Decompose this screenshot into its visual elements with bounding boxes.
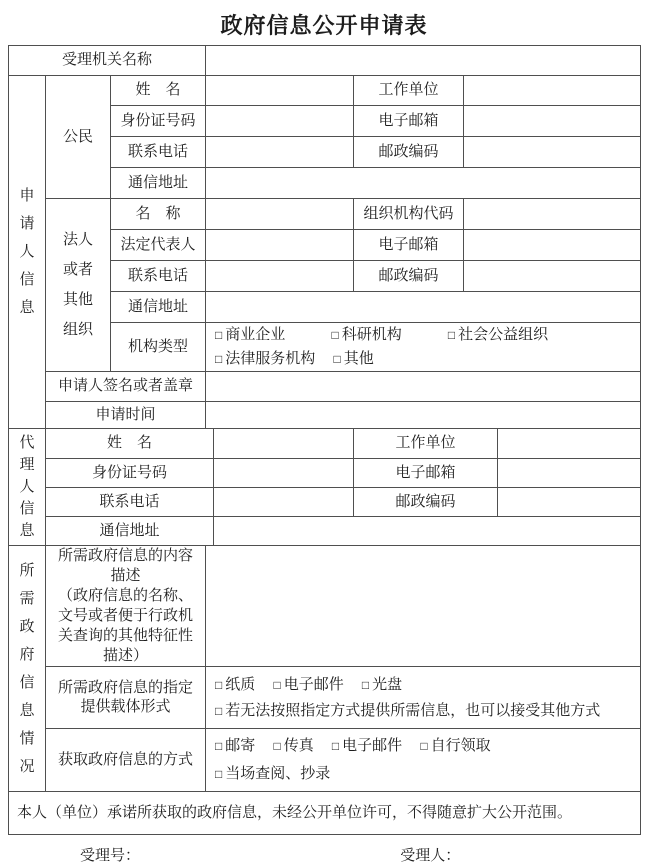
agent-email-input[interactable] bbox=[498, 459, 641, 488]
legal-name-input[interactable] bbox=[206, 199, 354, 230]
legal-postal-input[interactable] bbox=[464, 261, 641, 292]
agent-work-unit-label: 工作单位 bbox=[354, 429, 498, 459]
citizen-id-input[interactable] bbox=[206, 106, 354, 137]
accepting-org-label: 受理机关名称 bbox=[9, 46, 206, 76]
agent-section-label: 代 理 人 信 息 bbox=[9, 429, 46, 546]
org-type-label: 机构类型 bbox=[111, 323, 206, 372]
request-section-label: 所 需 政 府 信 息 情 况 bbox=[9, 546, 46, 792]
checkbox-icon: □ bbox=[215, 739, 223, 753]
agent-name-input[interactable] bbox=[214, 429, 354, 459]
application-time-label: 申请时间 bbox=[46, 402, 206, 429]
agent-address-input[interactable] bbox=[214, 517, 641, 546]
agent-id-input[interactable] bbox=[214, 459, 354, 488]
legal-rep-label: 法定代表人 bbox=[111, 230, 206, 261]
checkbox-icon: □ bbox=[447, 328, 456, 342]
checkbox-icon: □ bbox=[331, 328, 339, 342]
carrier-option-email[interactable] bbox=[273, 672, 343, 698]
citizen-work-unit-label: 工作单位 bbox=[354, 76, 464, 106]
citizen-work-unit-input[interactable] bbox=[464, 76, 641, 106]
acceptance-person-label: 受理人： bbox=[400, 847, 461, 864]
org-type-option-other[interactable] bbox=[333, 347, 373, 371]
obtain-option-email[interactable] bbox=[332, 732, 402, 760]
promise-text: 本人（单位）承诺所获取的政府信息，未经公开单位许可，不得随意扩大公开范围。 bbox=[9, 792, 641, 835]
application-time-input[interactable] bbox=[206, 402, 641, 429]
citizen-email-input[interactable] bbox=[464, 106, 641, 137]
org-type-options-cell bbox=[206, 323, 641, 372]
org-type-option-legal-service[interactable] bbox=[215, 347, 315, 371]
citizen-name-input[interactable] bbox=[206, 76, 354, 106]
legal-email-input[interactable] bbox=[464, 230, 641, 261]
applicant-info-section bbox=[8, 75, 641, 429]
option-label: 传真 bbox=[283, 737, 314, 754]
option-label: 若无法按照指定方式提供所需信息，也可以接受其他方式 bbox=[225, 701, 601, 719]
agent-id-label: 身份证号码 bbox=[46, 459, 214, 488]
option-label: 当场查阅、抄录 bbox=[225, 765, 331, 782]
agent-email-label: 电子邮箱 bbox=[354, 459, 498, 488]
legal-name-label: 名 称 bbox=[111, 199, 206, 230]
page-title: 政府信息公开申请表 bbox=[220, 13, 428, 38]
obtain-options-line1 bbox=[215, 732, 640, 760]
option-label: 自行领取 bbox=[430, 737, 491, 754]
accepting-org-section bbox=[8, 45, 641, 76]
org-type-option-public-welfare[interactable] bbox=[448, 323, 548, 347]
application-form-table bbox=[8, 45, 640, 835]
acceptance-number-label: 受理号： bbox=[80, 847, 141, 864]
agent-postal-input[interactable] bbox=[498, 488, 641, 517]
agent-address-label: 通信地址 bbox=[46, 517, 214, 546]
citizen-name-label: 姓 名 bbox=[111, 76, 206, 106]
org-type-options-line1 bbox=[215, 323, 640, 347]
citizen-postal-input[interactable] bbox=[464, 137, 641, 168]
citizen-group-label: 公民 bbox=[46, 76, 111, 199]
option-label: 光盘 bbox=[372, 675, 403, 693]
checkbox-icon: □ bbox=[333, 352, 341, 366]
citizen-postal-label: 邮政编码 bbox=[354, 137, 464, 168]
checkbox-icon: □ bbox=[273, 677, 281, 692]
agent-phone-label: 联系电话 bbox=[46, 488, 214, 517]
citizen-address-label: 通信地址 bbox=[111, 168, 206, 199]
citizen-id-label: 身份证号码 bbox=[111, 106, 206, 137]
request-description-label: 所需政府信息的内容 描述 （政府信息的名称、 文号或者便于行政机 关查询的其他特征性 描述） bbox=[46, 546, 206, 667]
org-type-option-commercial[interactable] bbox=[215, 323, 285, 347]
agent-info-section bbox=[8, 428, 641, 546]
option-label: 电子邮件 bbox=[283, 675, 344, 693]
carrier-option-cd[interactable] bbox=[362, 672, 402, 698]
checkbox-icon: □ bbox=[215, 677, 223, 692]
carrier-form-label: 所需政府信息的指定 提供载体形式 bbox=[46, 667, 206, 729]
checkbox-icon: □ bbox=[361, 677, 370, 692]
legal-address-label: 通信地址 bbox=[111, 292, 206, 323]
citizen-phone-label: 联系电话 bbox=[111, 137, 206, 168]
option-label: 社会公益组织 bbox=[458, 326, 549, 343]
obtain-options-cell bbox=[206, 729, 641, 792]
applicant-section-label: 申 请 人 信 息 bbox=[9, 76, 46, 429]
request-description-input[interactable] bbox=[206, 546, 641, 667]
citizen-email-label: 电子邮箱 bbox=[354, 106, 464, 137]
checkbox-icon: □ bbox=[215, 703, 223, 718]
legal-org-code-input[interactable] bbox=[464, 199, 641, 230]
accepting-org-input[interactable] bbox=[206, 46, 641, 76]
option-label: 电子邮件 bbox=[342, 737, 403, 754]
legal-email-label: 电子邮箱 bbox=[354, 230, 464, 261]
carrier-options-line1 bbox=[215, 672, 640, 698]
applicant-signature-input[interactable] bbox=[206, 372, 641, 402]
legal-org-code-label: 组织机构代码 bbox=[354, 199, 464, 230]
legal-postal-label: 邮政编码 bbox=[354, 261, 464, 292]
carrier-options-cell bbox=[206, 667, 641, 729]
promise-section bbox=[8, 791, 641, 835]
agent-name-label: 姓 名 bbox=[46, 429, 214, 459]
obtain-option-onsite-reading[interactable] bbox=[215, 760, 330, 788]
carrier-option-accept-other[interactable] bbox=[215, 698, 600, 724]
agent-phone-input[interactable] bbox=[214, 488, 354, 517]
obtain-option-fax[interactable] bbox=[273, 732, 313, 760]
org-type-options-line2 bbox=[215, 347, 640, 371]
checkbox-icon: □ bbox=[215, 328, 223, 342]
legal-group-label: 法人 或者 其他 组织 bbox=[46, 199, 111, 372]
carrier-option-paper[interactable] bbox=[215, 672, 255, 698]
org-type-option-research[interactable] bbox=[331, 323, 401, 347]
legal-phone-input[interactable] bbox=[206, 261, 354, 292]
option-label: 邮寄 bbox=[225, 737, 256, 754]
obtain-option-mail[interactable] bbox=[215, 732, 255, 760]
checkbox-icon: □ bbox=[273, 739, 281, 753]
checkbox-icon: □ bbox=[331, 739, 340, 753]
citizen-address-input[interactable] bbox=[206, 168, 641, 199]
checkbox-icon: □ bbox=[215, 767, 223, 781]
citizen-phone-input[interactable] bbox=[206, 137, 354, 168]
option-label: 商业企业 bbox=[225, 326, 286, 343]
option-label: 科研机构 bbox=[341, 326, 402, 343]
option-label: 法律服务机构 bbox=[225, 350, 316, 367]
checkbox-icon: □ bbox=[215, 352, 223, 366]
obtain-way-label: 获取政府信息的方式 bbox=[46, 729, 206, 792]
form-footer bbox=[0, 844, 648, 865]
legal-rep-input[interactable] bbox=[206, 230, 354, 261]
option-label: 其他 bbox=[343, 350, 374, 367]
obtain-options-line2 bbox=[215, 760, 640, 788]
agent-work-unit-input[interactable] bbox=[498, 429, 641, 459]
applicant-signature-label: 申请人签名或者盖章 bbox=[46, 372, 206, 402]
agent-postal-label: 邮政编码 bbox=[354, 488, 498, 517]
checkbox-icon: □ bbox=[420, 739, 428, 753]
carrier-options-line2 bbox=[215, 698, 640, 724]
legal-phone-label: 联系电话 bbox=[111, 261, 206, 292]
legal-address-input[interactable] bbox=[206, 292, 641, 323]
option-label: 纸质 bbox=[225, 675, 256, 693]
obtain-option-self-pickup[interactable] bbox=[420, 732, 490, 760]
requested-info-section bbox=[8, 545, 641, 792]
